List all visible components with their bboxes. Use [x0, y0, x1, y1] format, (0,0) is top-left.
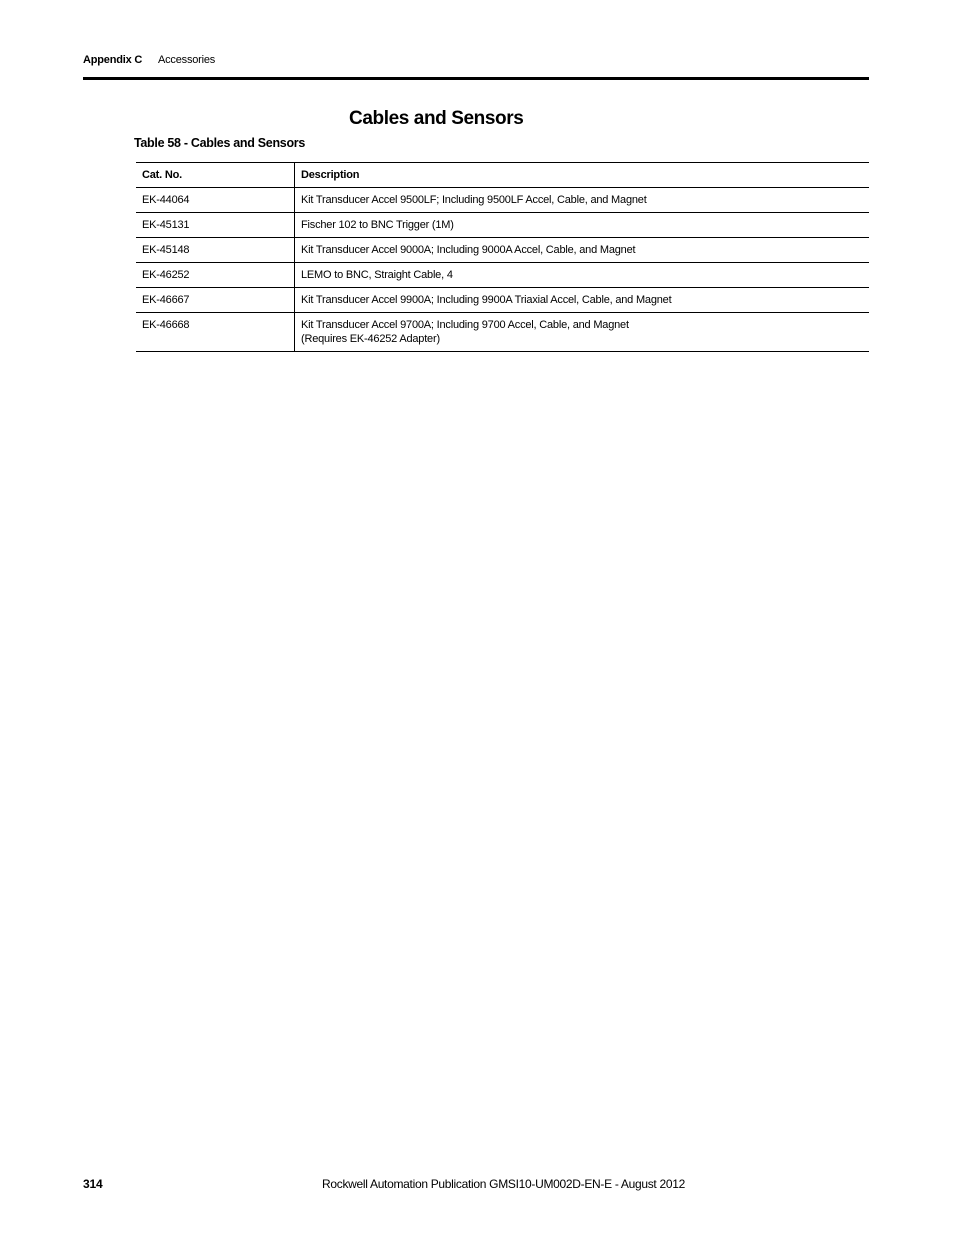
description-cell: [295, 263, 870, 288]
description-cell: [295, 188, 870, 213]
cat-no-cell: EK-46252: [136, 263, 295, 288]
page-title: Cables and Sensors: [349, 108, 524, 129]
description-cell: [295, 288, 870, 313]
table-row: [136, 188, 869, 213]
table-caption: Table 58 - Cables and Sensors: [134, 136, 305, 150]
table-row: [136, 213, 869, 238]
table-row: [136, 238, 869, 263]
table-header-row: [136, 163, 869, 188]
cat-no-cell: EK-46668: [136, 313, 295, 352]
table-row: [136, 263, 869, 288]
cables-sensors-table: [136, 162, 869, 352]
description-cell: [295, 238, 870, 263]
table-row: [136, 313, 869, 352]
description-cell: [295, 213, 870, 238]
page-number: 314: [83, 1177, 103, 1191]
appendix-label: Appendix C: [83, 54, 143, 66]
description-line: LEMO to BNC, Straight Cable, 4: [301, 269, 453, 281]
column-header-description: Description: [295, 163, 870, 188]
description-line: (Requires EK-46252 Adapter): [301, 333, 440, 345]
table-header: [136, 163, 869, 188]
cat-no-cell: EK-44064: [136, 188, 295, 213]
page-header: [83, 53, 869, 80]
table-body: [136, 188, 869, 352]
publication-info: Rockwell Automation Publication GMSI10-UM002D-EN-E - August 2012: [322, 1177, 685, 1191]
column-header-cat-no: Cat. No.: [136, 163, 295, 188]
description-line: Kit Transducer Accel 9900A; Including 9900A Triaxial Accel, Cable, and Magnet: [301, 294, 672, 306]
description-cell: [295, 313, 870, 352]
table-row: [136, 288, 869, 313]
cat-no-cell: EK-46667: [136, 288, 295, 313]
cat-no-cell: EK-45131: [136, 213, 295, 238]
description-line: Kit Transducer Accel 9000A; Including 9000A Accel, Cable, and Magnet: [301, 244, 636, 256]
section-label: Accessories: [158, 54, 216, 66]
cat-no-cell: EK-45148: [136, 238, 295, 263]
description-line: Kit Transducer Accel 9500LF; Including 9500LF Accel, Cable, and Magnet: [301, 194, 647, 206]
description-line: Fischer 102 to BNC Trigger (1M): [301, 219, 454, 231]
description-line: Kit Transducer Accel 9700A; Including 9700 Accel, Cable, and Magnet: [301, 319, 629, 331]
